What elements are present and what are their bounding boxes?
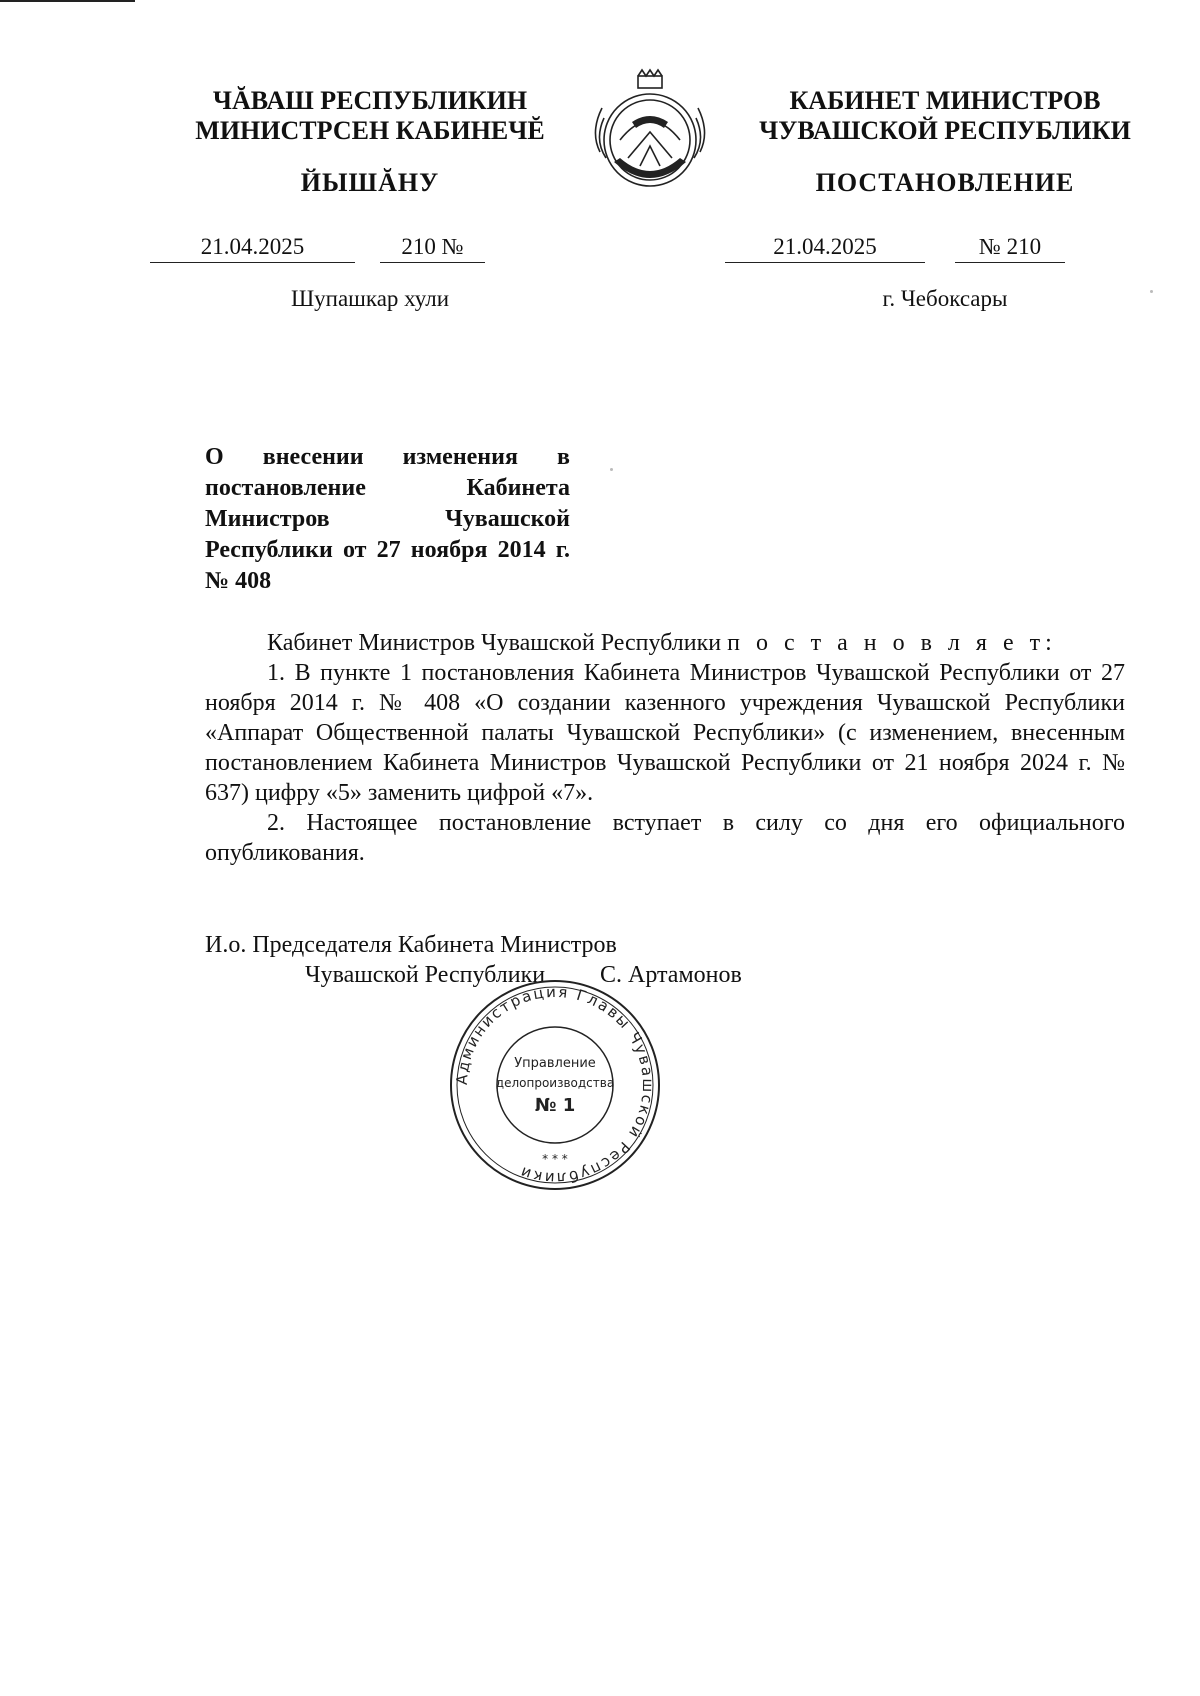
header-left xyxy=(170,86,570,146)
doc-type-left: ЙЫШĂНУ xyxy=(300,168,440,197)
doc-type-right: ПОСТАНОВЛЕНИЕ xyxy=(815,168,1075,197)
header-right-line1: КАБИНЕТ МИНИСТРОВ xyxy=(789,86,1101,115)
corner-line xyxy=(0,0,135,2)
signature-title-line1: И.о. Председателя Кабинета Министров xyxy=(205,932,617,958)
official-stamp xyxy=(445,975,665,1195)
date-left: 21.04.2025 xyxy=(150,234,355,263)
header-left-line2: МИНИСТРСЕН КАБИНЕЧĔ xyxy=(195,116,545,145)
document-subject: О внесении изменения в постановление Кабинета Министров Чувашской Республики от 27 ноября 2014 г. № 408 xyxy=(205,444,570,594)
document-body xyxy=(205,628,1125,868)
signature-title-line2: Чувашской Республики xyxy=(305,962,546,988)
number-left: 210 № xyxy=(380,234,485,263)
body-paragraph-2: 2. Настоящее постановление вступает в силу со дня его официального опубликования. xyxy=(205,810,1125,866)
scan-speck xyxy=(1150,290,1153,293)
place-right: г. Чебоксары xyxy=(882,286,1008,311)
body-intro-text: Кабинет Министров Чувашской Республики xyxy=(267,630,722,656)
header-right-line2: ЧУВАШСКОЙ РЕСПУБЛИКИ xyxy=(759,116,1131,145)
stamp-center-line1: Управление xyxy=(514,1056,596,1071)
coat-of-arms-icon xyxy=(580,62,720,202)
body-intro-verb: п о с т а н о в л я е т: xyxy=(727,630,1057,656)
stamp-outer-text: Администрация Главы Чувашской Республики xyxy=(452,982,658,1188)
signature-name: С. Артамонов xyxy=(600,962,742,988)
date-right: 21.04.2025 xyxy=(725,234,925,263)
number-right: № 210 xyxy=(955,234,1065,263)
stamp-center-line2: делопроизводства xyxy=(495,1076,615,1090)
header-right xyxy=(735,86,1155,146)
body-paragraph-1: 1. В пункте 1 постановления Кабинета Министров Чувашской Республики от 27 ноября 2014 г. № 408 «О создании казенного учреждения Чувашской Республики «Аппарат Общественной палаты Чувашской Республики» (с изменением, внесенным постановлением Кабинета Министров Чувашской Республики от 21 ноября 2024 г. № 637) цифру «5» заменить цифрой «7». xyxy=(205,660,1125,806)
stamp-center-line3: № 1 xyxy=(534,1095,576,1116)
stamp-star-icon: * * * xyxy=(542,1152,568,1166)
place-left: Шупашкар хули xyxy=(290,286,450,311)
body-intro xyxy=(205,628,1125,658)
header-left-line1: ЧĂВАШ РЕСПУБЛИКИН xyxy=(212,86,528,115)
scan-speck xyxy=(610,468,613,471)
